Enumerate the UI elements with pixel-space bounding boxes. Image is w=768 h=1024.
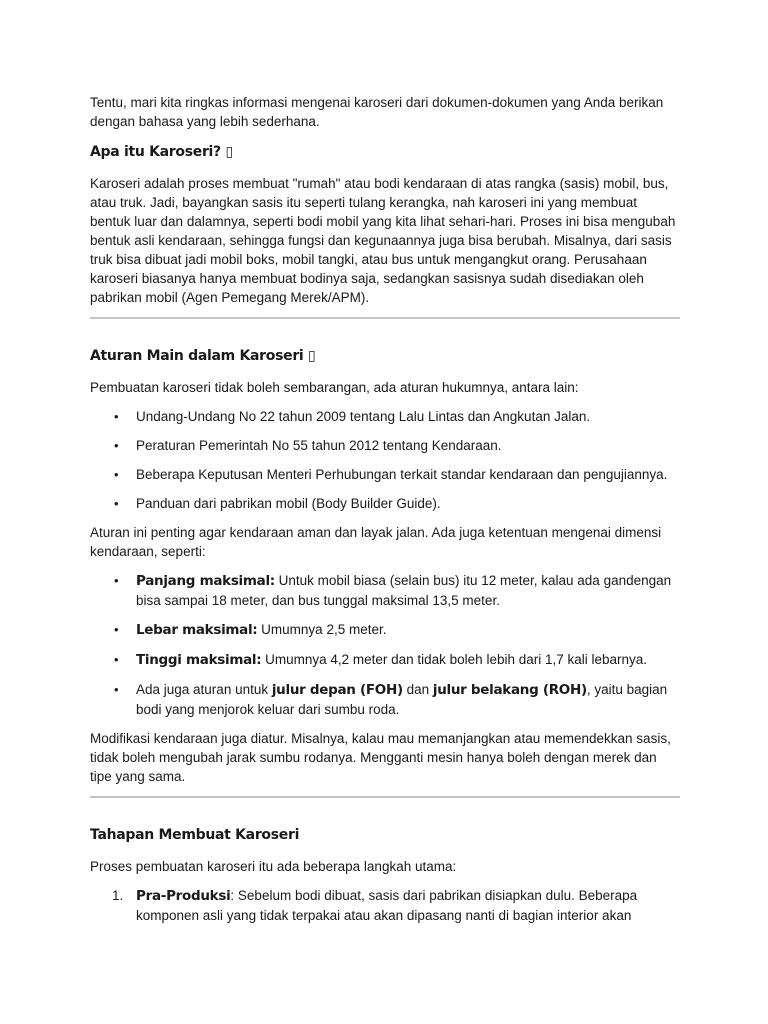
bullet-icon: •	[114, 467, 119, 482]
list-item: • Panduan dari pabrikan mobil (Body Builder Guide).	[114, 496, 441, 511]
bullet-icon: •	[114, 682, 119, 697]
missing-glyph-icon: ▯	[225, 144, 233, 160]
heading-text: Apa itu Karoseri?	[90, 144, 221, 160]
definition-paragraph: Karoseri adalah proses membuat "rumah" atau bodi kendaraan di atas rangka (sasis) mobil, bus, atau truk. Jadi, bayangkan sasis itu seperti tulang kerangka, nah karoseri ini yang membuat bentuk luar dan dalamnya, seperti bodi mobil yang kita lihat sehari-hari. Proses ini bisa mengubah bentuk asli kendaraan, sehingga fungsi dan kegunaannya juga bisa berubah. Misalnya, dari sasis truk bisa dibuat jadi mobil boks, mobil tangki, atau bus untuk mengangkut orang. Perusahaan karoseri biasanya hanya membuat bodinya saja, sedangkan sasisnya sudah disediakan oleh pabrikan mobil (Agen Pemegang Merek/APM).	[90, 176, 676, 305]
missing-glyph-icon: ▯	[308, 348, 316, 364]
rules-intro: Pembuatan karoseri tidak boleh sembarangan, ada aturan hukumnya, antara lain:	[90, 380, 579, 395]
document-content	[90, 93, 680, 925]
bullet-icon: •	[114, 652, 119, 667]
bullet-icon: •	[114, 496, 119, 511]
heading-apa-itu-karoseri	[90, 143, 680, 162]
step-term: Pra-Produksi	[136, 888, 231, 904]
list-item: • Undang-Undang No 22 tahun 2009 tentang Lalu Lintas dan Angkutan Jalan.	[114, 409, 591, 424]
list-item: • Peraturan Pemerintah No 55 tahun 2012 tentang Kendaraan.	[114, 438, 502, 453]
dimension-term: Lebar maksimal:	[136, 622, 258, 638]
list-item: • Ada juga aturan untuk julur depan (FOH) dan julur belakang (ROH), yaitu bagian bodi yang menjorok keluar dari sumbu roda.	[114, 682, 668, 717]
section-divider	[90, 317, 680, 319]
steps-intro: Proses pembuatan karoseri itu ada beberapa langkah utama:	[90, 859, 457, 874]
list-item: • Lebar maksimal: Umumnya 2,5 meter.	[114, 622, 387, 638]
section-divider	[90, 796, 680, 798]
list-item: • Panjang maksimal: Untuk mobil biasa (selain bus) itu 12 meter, kalau ada gandengan bisa sampai 18 meter, dan bus tunggal maksimal 13,5 meter.	[114, 573, 672, 608]
bullet-icon: •	[114, 573, 119, 588]
list-item: • Tinggi maksimal: Umumnya 4,2 meter dan tidak boleh lebih dari 1,7 kali lebarnya.	[114, 652, 648, 668]
bullet-icon: •	[114, 622, 119, 637]
overhang-term-roh: julur belakang (ROH)	[432, 682, 587, 698]
overhang-term-foh: julur depan (FOH)	[271, 682, 403, 698]
laws-list	[90, 407, 680, 513]
dimension-intro: Aturan ini penting agar kendaraan aman dan layak jalan. Ada juga ketentuan mengenai dimensi kendaraan, seperti:	[90, 525, 662, 559]
intro-paragraph: Tentu, mari kita ringkas informasi mengenai karoseri dari dokumen-dokumen yang Anda berikan dengan bahasa yang lebih sederhana.	[90, 95, 664, 129]
heading-text: Aturan Main dalam Karoseri	[90, 348, 304, 364]
dimensions-list	[90, 571, 680, 719]
step-number: 1.	[112, 888, 124, 903]
heading-aturan-main	[90, 347, 680, 366]
list-item: • Beberapa Keputusan Menteri Perhubungan terkait standar kendaraan dan pengujiannya.	[114, 467, 668, 482]
steps-list	[90, 886, 680, 925]
dimension-term: Panjang maksimal:	[136, 573, 275, 589]
dimension-term: Tinggi maksimal:	[136, 652, 262, 668]
bullet-icon: •	[114, 438, 119, 453]
list-item: 1. Pra-Produksi: Sebelum bodi dibuat, sasis dari pabrikan disiapkan dulu. Beberapa komponen asli yang tidak terpakai atau akan dipasang nanti di bagian interior akan	[112, 888, 638, 923]
bullet-icon: •	[114, 409, 119, 424]
modification-paragraph: Modifikasi kendaraan juga diatur. Misalnya, kalau mau memanjangkan atau memendekkan sasis, tidak boleh mengubah jarak sumbu rodanya. Mengganti mesin hanya boleh dengan merek dan tipe yang sama.	[90, 731, 671, 784]
heading-tahapan: Tahapan Membuat Karoseri	[90, 827, 300, 843]
